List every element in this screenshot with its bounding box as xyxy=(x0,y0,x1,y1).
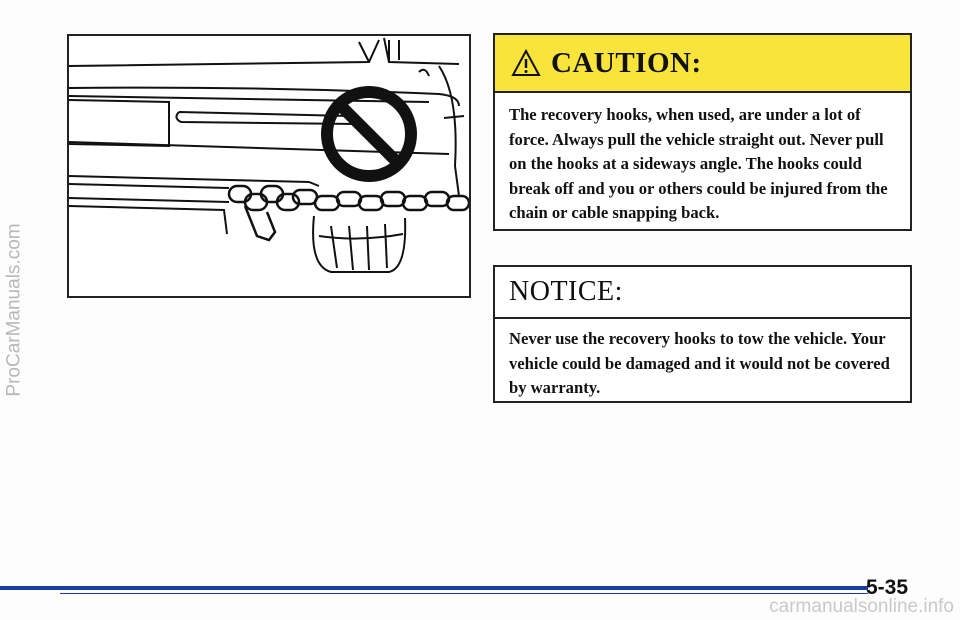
footer-watermark: carmanualsonline.info xyxy=(769,596,954,617)
caution-box xyxy=(493,33,912,231)
caution-title: CAUTION: xyxy=(551,46,702,79)
recovery-hook-illustration xyxy=(67,34,471,298)
caution-text: The recovery hooks, when used, are under a lot of force. Always pull the vehicle straight out. Never pull on the hooks at a sideways angle. The hooks could break off and you or others could be injured from the chain or cable snapping back. xyxy=(509,105,888,222)
side-watermark xyxy=(2,110,28,510)
vehicle-chain-drawing xyxy=(69,36,469,296)
notice-box xyxy=(493,265,912,403)
caution-header xyxy=(495,35,910,93)
page-number: 5-35 xyxy=(866,576,909,599)
notice-header xyxy=(495,267,910,319)
side-watermark-text: ProCarManuals.com xyxy=(4,223,26,397)
footer-rule-thin xyxy=(60,593,868,594)
footer-rule xyxy=(0,586,868,590)
notice-title: NOTICE: xyxy=(509,276,623,307)
warning-triangle-icon xyxy=(511,49,541,77)
prohibited-sign-icon xyxy=(327,92,411,176)
notice-text: Never use the recovery hooks to tow the vehicle. Your vehicle could be damaged and it would not be covered by warranty. xyxy=(509,329,890,397)
tire-drawing xyxy=(313,216,405,272)
